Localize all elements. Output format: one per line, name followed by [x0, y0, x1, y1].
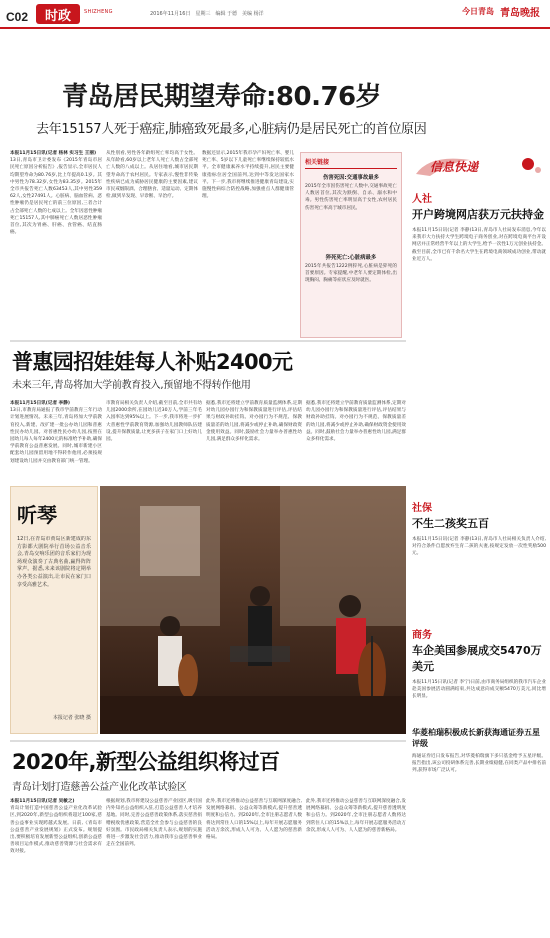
section-pinyin: SHIZHENG: [84, 9, 113, 15]
section-tab: [36, 4, 80, 24]
article2-col4: [306, 400, 406, 480]
sidebar-section2-title: 猝死死亡:心脏病最多: [325, 255, 377, 261]
item2-body: 本报11月15日讯(记者 李静)13日,青岛市人社局相关负责人介绍,对符合条件自愿放弃生育二孩的夫妻,按规定发放一次性奖励500元。: [412, 537, 546, 557]
article1-col2: [106, 150, 198, 340]
article2-col3: [206, 400, 302, 480]
header-meta: 2016年11月16日 星期三 编辑 于德 美编 杨洋: [150, 11, 264, 17]
related-sidebar: [300, 152, 402, 338]
page-number-text: C02: [6, 10, 29, 24]
article3-body2: 根据规划,我市将建设公益慈善产业园区,吸引国内外知名公益组织入驻,打造公益慈善人才培养基地。同时,完善公益慈善政策体系,落实慈善捐赠税收优惠政策,营造全社会参与公益慈善的良好氛围。市民政局相关负责人表示,规划的实施将进一步激发社会活力,推动我市公益慈善事业走在全国前列。: [106, 799, 202, 848]
article1-body: 13日,青岛市卫计委发布《2015年青岛市居民死亡原因分析报告》,报告显示,全市居民人均期望寿命为80.76岁,比上年提高0.1岁。其中男性为78.32岁,女性为83.35岁。2015年全市共报告死亡人数63453人,其中男性35962人,女性27491人。心脏病、脑血管病、恶性肿瘤仍是居民死亡的前三位原因,三者合计占全部死亡人数的七成以上。全年因恶性肿瘤死亡15157人,其中肺癌死亡人数居恶性肿瘤首位,其次为胃癌、肝癌、食管癌、结直肠癌。: [10, 158, 102, 236]
article3-col1: [10, 798, 102, 934]
article3-body3-cont: 此外,我市还将推动公益慈善与互联网深度融合,发展网络募捐、公益众筹等新模式,提升慈善透明度和公信力。到2020年,全市注册志愿者人数将达到常住人口的15%以上,每年开展志愿服务活动万余次,形成人人可为、人人愿为的慈善新格局。: [306, 799, 406, 833]
article2-body3-cont: 据悉,我市还将建立学前教育质量监测体系,定期对幼儿园办园行为和保教质量进行评估,评估结果与财政补助挂钩。对办园行为不规范、保教质量差的幼儿园,将减少或停止补助,确保财政资金使用效益。同时,鼓励社会力量举办普惠性幼儿园,满足群众多样化需求。: [306, 401, 406, 443]
item1-body: 本报11月15日讯(记者 李静)13日,青岛市人社局发布消息,今年以来我市大力扶持大学生跨境电子商务创业,对在跨境电商平台开设网店并正常经营半年以上的大学生,给予一次性1万元创业扶持金。截至目前,全市已有千余名大学生在跨境电商领域成功创业,带动就业近万人。: [412, 228, 546, 262]
article1-byline: 本报11月15日讯(记者 杨林 实习生 王丽): [10, 151, 97, 156]
item4-title: 华菱柏瑞积极成长新获海通证券五星评级: [412, 728, 540, 748]
article3-col3: [206, 798, 302, 934]
article2-col1: [10, 400, 102, 480]
news-express-column: [412, 190, 546, 930]
logo-today: 今日青岛: [462, 7, 494, 16]
article2-body: 13日,市教育局通报了我市学前教育三年行动计划进展情况。未来三年,青岛将加大学前教育投入,新建、改扩建一批公办幼儿园和普惠性民办幼儿园。对普惠性民办幼儿园,按照在园幼儿每人每年2400元的标准给予补助,确保学前教育公益普惠发展。同时,城市新建小区配套幼儿园预留用地不得转作他用,必须按规划建设幼儿园并交由教育部门统一管理。: [10, 408, 102, 464]
article3-byline: 本报11月15日讯(记者 吴敏之): [10, 799, 75, 804]
article2-body2: 市教育局相关负责人介绍,截至目前,全市共有幼儿园2000余所,在园幼儿近30万人,学前三年毛入园率达到95%以上。下一步,我市将进一步扩大普惠性学前教育资源,加强幼儿园教师队伍建设,提升保教质量,让更多孩子在家门口上好幼儿园。: [106, 401, 202, 443]
article3-body3: 此外,我市还将推动公益慈善与互联网深度融合,发展网络募捐、公益众筹等新模式,提升慈善透明度和公信力。到2020年,全市注册志愿者人数将达到常住人口的15%以上,每年开展志愿服务活动万余次,形成人人可为、人人愿为的慈善新格局。: [206, 799, 302, 841]
photo-caption-box: [10, 486, 98, 734]
item4-body: 海通证券近日发布报告,对华菱柏瑞旗下多只基金给予五星评级。报告指出,该公司投研体系完善,长期业绩稳健,在同类产品中排名前列,获得市场广泛认可。: [412, 754, 546, 774]
sidebar-section1-title: 伤害死因:交通事故最多: [322, 175, 380, 181]
concert-photo-image: [100, 486, 406, 734]
article2-byline: 本报11月15日讯(记者 李静): [10, 401, 70, 406]
article3-headline: 2020年,新型公益组织将过百: [12, 750, 280, 774]
article3-col2: [106, 798, 202, 934]
article1-body3: 数据还显示,2015年我市孕产妇死亡率、婴儿死亡率、5岁以下儿童死亡率继续保持较低水平。全市健康素养水平持续提升,居民主要健康指标位居全国前列,达到中等发达国家水平。下一步,我市将继续推进健康青岛建设,实施慢性病综合防控战略,加强重点人群健康管理。: [202, 151, 294, 200]
item1-title: 开户跨境网店获万元扶持金: [412, 208, 544, 221]
divider-2: [10, 740, 406, 742]
article1-body2: 从性别看,男性各年龄组死亡率均高于女性。从年龄看,60岁以上老年人死亡人数占全部死亡人数的八成以上。从居住地看,城市居民期望寿命高于农村居民。专家表示,慢性非传染性疾病已成为威胁居民健康的主要因素,建议市民戒烟限酒、合理膳食、适量运动、定期体检,做到早发现、早诊断、早治疗。: [106, 151, 198, 200]
article3-body: 青岛计划打造中国慈善公益产业化改革试验区,到2020年,新型公益组织将超过100家,慈善公益事业实现跨越式发展。日前,《青岛市公益慈善产业发展规划》正式发布。规划提出,要积极培育发展新型公益组织,创新公益慈善项目运作模式,推动慈善资源与社会需求有效对接。: [10, 806, 102, 855]
article2-col2: [106, 400, 202, 480]
item3-title: 车企美国参展成交5470万美元: [412, 644, 542, 673]
article1-subhead: 去年15157人死于癌症,肺癌致死最多,心脏病仍是居民死亡的首位原因: [36, 122, 427, 137]
article2-subhead: 未来三年,青岛将加大学前教育投入,预留地不得转作他用: [12, 380, 251, 391]
item1-category: 人社: [412, 194, 432, 205]
news-express-banner: [410, 152, 546, 180]
header-rule: [0, 27, 550, 29]
item3-category: 商务: [412, 630, 432, 641]
article1-col1: [10, 150, 102, 340]
item2-category: 社保: [412, 503, 432, 514]
item2-title: 不生二孩奖五百: [412, 517, 489, 530]
sidebar-section2-body: 2015年共报告1222例猝死,心脏病是猝死的首要原因。专家提醒,中老年人要定期体检,出现胸闷、胸痛等症状应及时就医。: [305, 264, 397, 284]
sidebar-title: 相关链接: [305, 157, 397, 169]
article1-col3: [202, 150, 294, 340]
item3-body: 本报11月15日讯(记者 李宁)日前,由市商务局组织的我市汽车企业赴美国参展活动圆满结束,共达成意向成交额5470万美元,同比增长明显。: [412, 680, 546, 700]
paper-logo: 青岛晚报: [500, 8, 540, 19]
article2-body3: 据悉,我市还将建立学前教育质量监测体系,定期对幼儿园办园行为和保教质量进行评估,评估结果与财政补助挂钩。对办园行为不规范、保教质量差的幼儿园,将减少或停止补助,确保财政资金使用效益。同时,鼓励社会力量举办普惠性幼儿园,满足群众多样化需求。: [206, 401, 302, 443]
news-express-label: 信息快递: [430, 160, 479, 174]
article3-col4: [306, 798, 406, 934]
photo-credit: 本报记者 张晓 摄: [52, 715, 91, 721]
photo-box-title: 听琴: [17, 503, 57, 527]
page-number: [6, 6, 32, 22]
article1-headline: 青岛居民期望寿命:80.76岁: [62, 82, 382, 112]
article3-subhead: 青岛计划打造慈善公益产业化改革试验区: [12, 782, 187, 793]
concert-photo: [100, 486, 406, 734]
photo-caption: 12日,在青岛市黄岛区新建成的东方影都大剧院举行首场公益音乐会,青岛交响乐团的音乐家们为现场观众演奏了古典名曲,赢得阵阵掌声。据悉,未来该剧院将定期举办各类公益演出,让市民在家门口享受高雅艺术。: [17, 536, 91, 588]
sidebar-section1-body: 2015年全市因伤害死亡人数中,交通事故死亡人数居首位,其次为跌倒、自杀、溺水和中毒。男性伤害死亡率明显高于女性,农村居民伤害死亡率高于城市居民。: [305, 184, 397, 211]
divider-1: [10, 340, 406, 342]
section-label: 时政: [44, 8, 71, 24]
article2-headline: 普惠园招娃娃每人补贴2400元: [12, 350, 293, 374]
